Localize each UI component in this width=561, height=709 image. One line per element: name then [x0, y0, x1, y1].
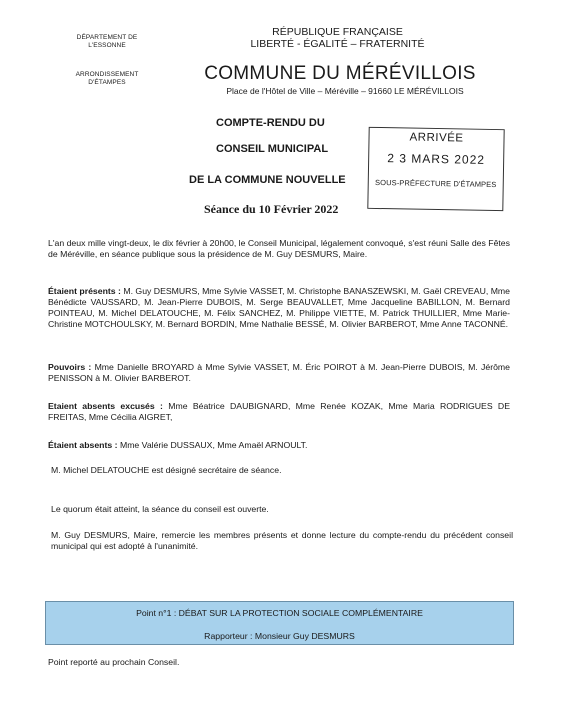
pouvoirs-text: Mme Danielle BROYARD à Mme Sylvie VASSET, M. Éric POIROT à M. Jean-Pierre DUBOIS, M. Jérôme PENISSON à M. Olivier BARBEROT. [48, 362, 510, 383]
presents-paragraph [48, 286, 510, 330]
departement-line-2: L'ESSONNE [88, 42, 126, 49]
arrondissement-line-2: D'ÉTAMPES [88, 79, 126, 86]
point-box [45, 601, 514, 645]
quorum-paragraph: Le quorum était atteint, la séance du conseil est ouverte. [51, 504, 269, 514]
presents-label: Étaient présents : [48, 286, 121, 296]
excuses-paragraph [48, 401, 510, 423]
footer-paragraph: Point reporté au prochain Conseil. [48, 657, 180, 667]
presents-text: M. Guy DESMURS, Mme Sylvie VASSET, M. Christophe BANASZEWSKI, M. Gaël CREVEAU, Mme Bénédicte VAUSSARD, M. Jean-Pierre DUBOIS, M. Serge BEAUVALLET, Mme Jacqueline BABILLON, M. Bernard POINTEAU, M. Michel DELATOUCHE, M. Félix SANCHEZ, M. Philippe VIETTE, M. Patrick THUILLIER, Mme Marie-Christine MOTCHOULSKY, M. Bernard BORDIN, Mme Nathalie BESSÉ, M. Olivier BARBEROT, Mme Anne TACONNÉ. [48, 286, 510, 329]
secretaire-paragraph: M. Michel DELATOUCHE est désigné secrétaire de séance. [51, 465, 282, 475]
seance-date: Séance du 10 Février 2022 [204, 202, 339, 216]
pouvoirs-paragraph [48, 362, 510, 384]
stamp-prefecture: SOUS-PRÉFECTURE D'ÉTAMPES [375, 177, 497, 190]
lecture-paragraph: M. Guy DESMURS, Maire, remercie les membres présents et donne lecture du compte-rendu du précédent conseil municipal qui est adopté à l'unanimité. [51, 530, 513, 551]
republique-text: RÉPUBLIQUE FRANÇAISE [272, 26, 403, 38]
arrondissement-label [52, 71, 162, 87]
excuses-label: Etaient absents excusés : [48, 401, 163, 411]
intro-paragraph: L'an deux mille vingt-deux, le dix février à 20h00, le Conseil Municipal, légalement convoqué, s'est réuni Salle des Fêtes de Méréville, en séance publique sous la présidence de M. Guy DESMURS, Maire. [48, 238, 510, 259]
title-line-2: CONSEIL MUNICIPAL [216, 143, 329, 155]
commune-title: COMMUNE DU MÉRÉVILLOIS [204, 63, 476, 84]
departement-label [52, 34, 162, 50]
absents-text: Mme Valérie DUSSAUX, Mme Amaël ARNOULT. [119, 440, 308, 450]
commune-address: Place de l'Hôtel de Ville – Méréville – 91660 LE MÉRÉVILLOIS [226, 86, 464, 96]
arrival-stamp [367, 127, 504, 211]
absents-label: Étaient absents : [48, 440, 118, 450]
pouvoirs-label: Pouvoirs : [48, 362, 92, 372]
absents-paragraph [48, 440, 510, 451]
title-line-1: COMPTE-RENDU DU [216, 117, 325, 129]
stamp-arrivee: ARRIVÉE [409, 131, 464, 145]
departement-line-1: DÉPARTEMENT DE [76, 34, 138, 41]
title-line-3: DE LA COMMUNE NOUVELLE [189, 174, 346, 186]
arrondissement-line-1: ARRONDISSEMENT [75, 71, 139, 78]
excuses-text: Mme Béatrice DAUBIGNARD, Mme Renée KOZAK, Mme Maria RODRIGUES DE FREITAS, Mme Cécilia AIGRET, [48, 401, 510, 422]
point-title: Point n°1 : DÉBAT SUR LA PROTECTION SOCIALE COMPLÉMENTAIRE [136, 608, 423, 618]
point-rapporteur: Rapporteur : Monsieur Guy DESMURS [204, 631, 355, 641]
devise-text: LIBERTÉ - ÉGALITÉ – FRATERNITÉ [250, 38, 425, 50]
stamp-date: 2 3 MARS 2022 [387, 151, 486, 167]
republique-heading [215, 26, 460, 50]
